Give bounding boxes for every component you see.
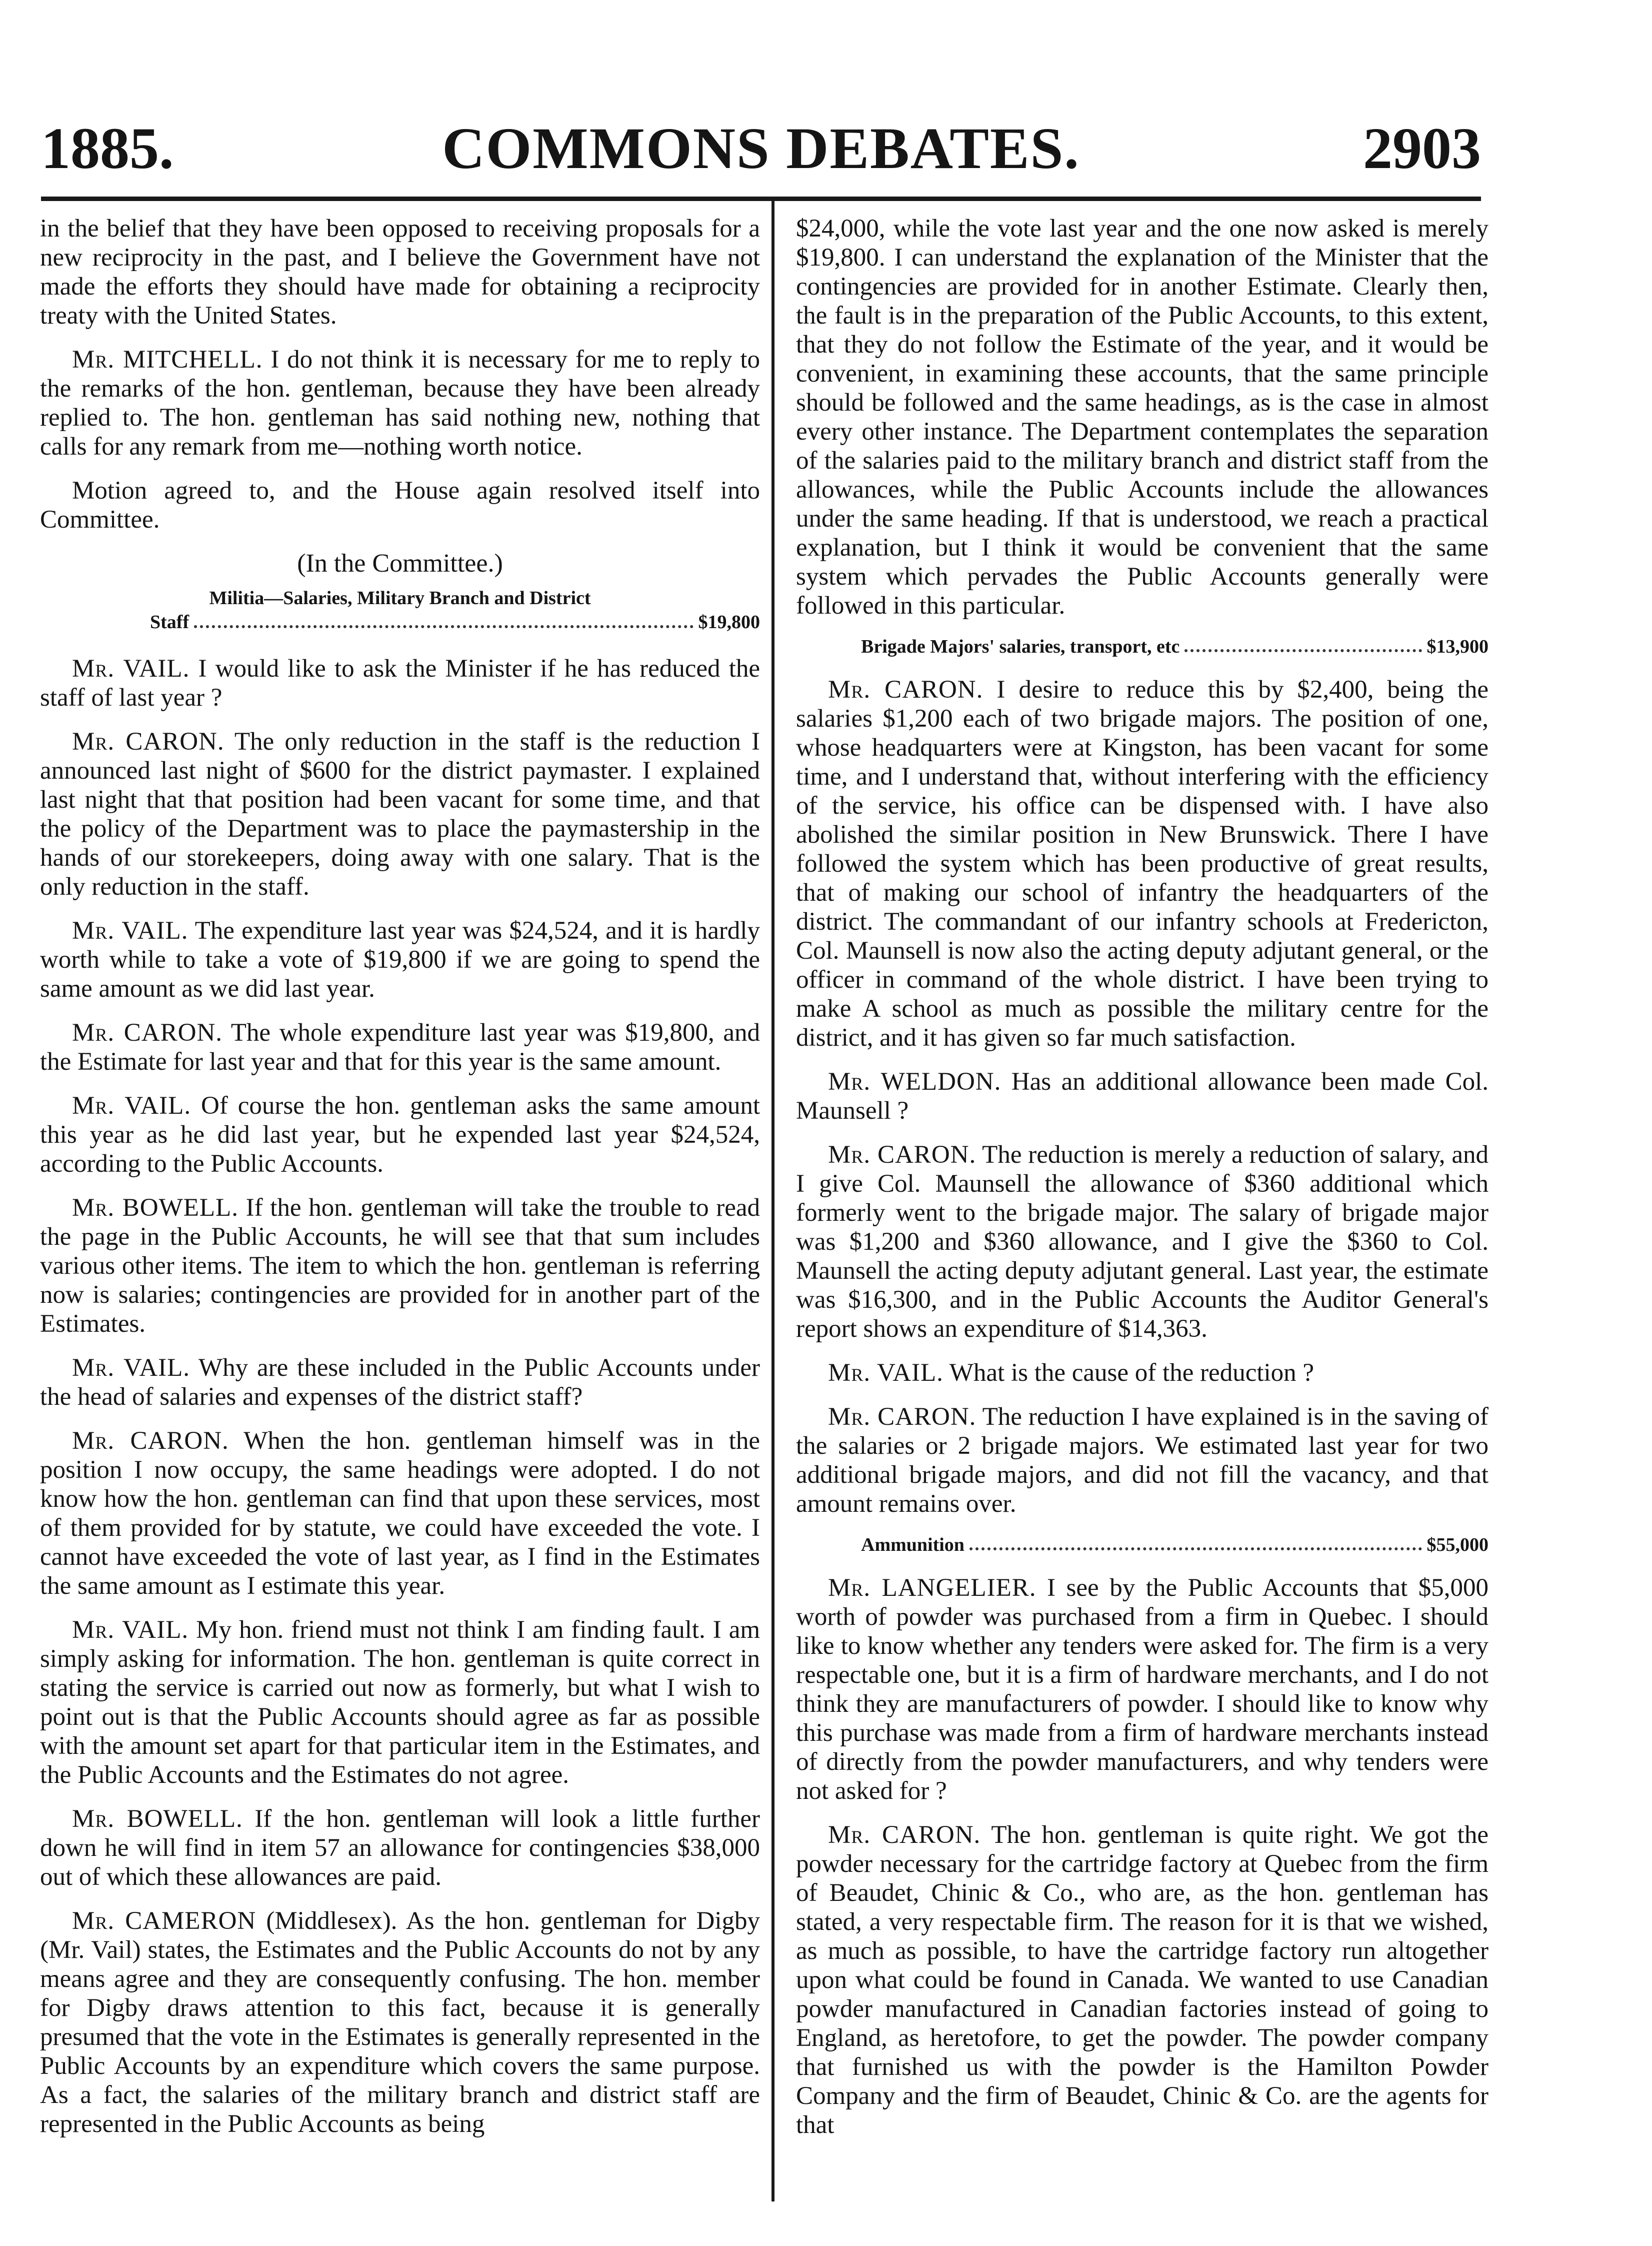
item-label: Brigade Majors' salaries, transport, etc (861, 636, 1180, 657)
speech-cameron (40, 1906, 760, 2138)
item-label-line2 (40, 610, 760, 634)
speaker-name: Mr. VAIL. (72, 917, 188, 945)
speech-text: The reduction I have explained is in the saving of the salaries or 2 brigade majors. We estimated last year for two additional brigade majors, and did not fill the vacancy, and that amount remains over. (796, 1403, 1488, 1518)
speaker-name: Mr. CARON. (828, 676, 984, 704)
speech-bowell-2 (40, 1804, 760, 1891)
speaker-name: Mr. MITCHELL. (72, 346, 263, 374)
speech-text: I desire to reduce this by $2,400, being the salaries $1,200 each of two brigade majors. The position of one, whose headquarters were at Kingston, has been vacant for some time, and I understand that, without interfering with the efficiency of the service, his office can be dispensed with. I have also abolished the similar position in New Brunswick. There I have followed the system which has been productive of great results, that of making our school of infantry the headquarters of the district. The commandant of our infantry schools at Fredericton, Col. Maunsell is now also the acting deputy adjutant general, or the officer in command of the whole district. I have been trying to make A school as much as possible the military centre for the district, and it has given so far much satisfaction. (796, 676, 1488, 1052)
speech-bowell-1 (40, 1193, 760, 1338)
speaker-name: Mr. CARON. (828, 1141, 976, 1169)
speaker-name: Mr. LANGELIER. (828, 1574, 1036, 1602)
intro-paragraph: in the belief that they have been opposed to receiving proposals for a new reciprocity in the past, and I believe the Government have not made the efforts they should have made for obtaining a reciprocity treaty with the United States. (40, 215, 760, 330)
speech-caron-3 (40, 1426, 760, 1600)
estimate-item-brigade-majors (796, 635, 1488, 658)
item-label: Staff (150, 612, 190, 633)
item-amount: $13,900 (1426, 636, 1488, 657)
speech-mitchell (40, 345, 760, 461)
speaker-name: Mr. CARON. (72, 1427, 229, 1455)
speech-text: If the hon. gentleman will look a little further down he will find in item 57 an allowance for contingencies $38,000 out of which these allowances are paid. (40, 1805, 760, 1891)
speaker-name: Mr. WELDON. (828, 1068, 1002, 1096)
speech-caron-6 (796, 1402, 1488, 1518)
speaker-name: Mr. CARON. (72, 728, 224, 756)
speech-text: Of course the hon. gentleman asks the same amount this year as he did last year, but he expended last year $24,524, according to the Public Accounts. (40, 1092, 760, 1178)
speaker-name: Mr. VAIL. (72, 1616, 189, 1644)
speaker-name: Mr. BOWELL. (72, 1805, 243, 1833)
speech-text: My hon. friend must not think I am finding fault. I am simply asking for information. The hon. gentleman is quite correct in stating the service is carried out now as formerly, but what I wish to point out is that the Public Accounts should agree as far as possible with the amount set apart for that particular item in the Estimates, and the Public Accounts and the Estimates do not agree. (40, 1616, 760, 1789)
speech-vail-3 (40, 1091, 760, 1178)
speech-weldon (796, 1067, 1488, 1125)
speech-caron-5 (796, 1140, 1488, 1343)
speech-text: When the hon. gentleman himself was in the position I now occupy, the same headings were adopted. I do not know how the hon. gentleman can find that upon these services, most of them provided for by statute, we could have exceeded the vote. I cannot have exceeded the vote of last year, as I find in the Estimates the same amount as I estimate this year. (40, 1427, 760, 1600)
item-amount: $19,800 (698, 612, 760, 633)
speaker-name: Mr. BOWELL. (72, 1194, 238, 1222)
speech-text: The hon. gentleman is quite right. We got the powder necessary for the cartridge factory at Quebec from the firm of Beaudet, Chinic & Co., who are, as the hon. gentleman has stated, a very respectable firm. The reason for it is that we wished, as much as possible, to have the cartridge factory run altogether upon what could be found in Canada. We wanted to use Canadian powder manufactured in Canadian factories instead of going to England, as heretofore, to get the powder. The powder company that furnished us with the powder is the Hamilton Powder Company and the firm of Beaudet, Chinic & Co. are the agents for that (796, 1821, 1488, 2139)
item-label-line1: Militia—Salaries, Military Branch and District (209, 588, 591, 609)
speech-text: If the hon. gentleman will take the trouble to read the page in the Public Accounts, he will see that that sum includes various other items. The item to which the hon. gentleman is referring now is salaries; contingencies are provided for in another part of the Estimates. (40, 1194, 760, 1338)
speech-vail-5 (40, 1615, 760, 1789)
leader-dots (1184, 649, 1422, 652)
speaker-name: Mr. CARON. (828, 1403, 976, 1431)
leader-dots (194, 625, 693, 628)
speech-vail-4 (40, 1353, 760, 1411)
item-amount: $55,000 (1426, 1534, 1488, 1555)
speech-text: What is the cause of the reduction ? (949, 1359, 1314, 1387)
running-head (41, 111, 1481, 196)
speech-text: I see by the Public Accounts that $5,000 worth of powder was purchased from a firm in Quebec. I should like to know whether any tenders were asked for. The firm is a very respectable one, but it is a firm of hardware merchants, and I do not think they are manufacturers of powder. I should like to know why this purchase was made from a firm of hardware merchants instead of directly from the powder manufacturers, and why tenders were not asked for ? (796, 1574, 1489, 1805)
column-divider (772, 201, 774, 2201)
continued-paragraph: $24,000, while the vote last year and the one now asked is merely $19,800. I can understand the explanation of the Minister that the contingencies are provided for in another Estimate. Clearly then, the fault is in the preparation of the Public Accounts, to this extent, that they do not follow the Estimate of the year, and it would be convenient, in examining these accounts, that the same principle should be followed and the same headings, as is the case in almost every other instance. The Department contemplates the separation of the salaries paid to the military branch and district staff from the allowances, while the Public Accounts include the allowances under the same heading. If that is understood, we reach a practical explanation, but I think it would be convenient that the same system which pervades the Public Accounts generally were followed in this particular. (796, 215, 1488, 620)
speech-vail-1 (40, 654, 760, 712)
speaker-name: Mr. VAIL. (72, 1092, 192, 1120)
speaker-name: Mr. VAIL. (828, 1359, 944, 1387)
speech-text: Why are these included in the Public Accounts under the head of salaries and expenses of the district staff? (40, 1354, 760, 1411)
speech-caron-2 (40, 1018, 760, 1076)
header-rule (41, 197, 1481, 201)
speech-text: The only reduction in the staff is the reduction I announced last night of $600 for the district paymaster. I explained last night that that position had been vacant for some time, and that the policy of the Department was to place the paymastership in the hands of our storekeepers, doing away with one salary. That is the only reduction in the staff. (40, 728, 760, 901)
speech-caron-4 (796, 675, 1488, 1052)
publication-title: COMMONS DEBATES. (442, 116, 1080, 181)
item-label: Ammunition (861, 1534, 964, 1555)
speech-text: I would like to ask the Minister if he has reduced the staff of last year ? (40, 655, 760, 712)
speaker-name: Mr. CARON. (828, 1821, 981, 1849)
leader-dots (970, 1547, 1422, 1550)
speaker-name: Mr. CARON. (72, 1019, 223, 1047)
speech-text: The reduction is merely a reduction of salary, and I give Col. Maunsell the allowance of $360 additional which formerly went to the brigade major. The salary of brigade major was $1,200 and $360 allowance, and I give the $360 to Col. Maunsell the acting deputy adjutant general. Last year, the estimate was $16,300, and in the Public Accounts the Auditor General's report shows an expenditure of $14,363. (796, 1141, 1488, 1343)
right-column (796, 214, 1488, 2154)
speech-text: The expenditure last year was $24,524, and it is hardly worth while to take a vote of $19,800 if we are going to spend the same amount as we did last year. (40, 917, 760, 1003)
speaker-name: Mr. VAIL. (72, 655, 190, 683)
speech-caron-1 (40, 727, 760, 901)
estimate-item-militia (40, 586, 760, 634)
estimate-item-ammunition (796, 1533, 1488, 1556)
speaker-name: Mr. CAMERON (72, 1907, 256, 1935)
speaker-name: Mr. VAIL. (72, 1354, 190, 1382)
speech-text: I do not think it is necessary for me to reply to the remarks of the hon. gentleman, because they have been already replied to. The hon. gentleman has said nothing new, nothing that calls for any remark from me—nothing worth notice. (40, 346, 760, 461)
page-number: 2903 (1363, 116, 1481, 181)
year: 1885. (41, 116, 174, 181)
speech-text: Has an additional allowance been made Col. Maunsell ? (796, 1068, 1489, 1125)
speech-text: The whole expenditure last year was $19,800, and the Estimate for last year and that for this year is the same amount. (40, 1019, 760, 1076)
speech-text: (Middlesex). As the hon. gentleman for Digby (Mr. Vail) states, the Estimates and the Public Accounts do not by any means agree and they are consequently confusing. The hon. member for Digby draws attention to this fact, because it is generally presumed that the vote in the Estimates is generally represented in the Public Accounts by an expenditure which covers the same purpose. As a fact, the salaries of the military branch and district staff are represented in the Public Accounts as being (40, 1907, 760, 2138)
speech-vail-6 (796, 1358, 1488, 1387)
left-column (40, 214, 760, 2153)
committee-heading: (In the Committee.) (297, 549, 503, 578)
speech-caron-7 (796, 1820, 1488, 2139)
speech-langelier (796, 1573, 1488, 1805)
motion-text: Motion agreed to, and the House again resolved itself into Committee. (40, 477, 760, 534)
speech-vail-2 (40, 916, 760, 1003)
